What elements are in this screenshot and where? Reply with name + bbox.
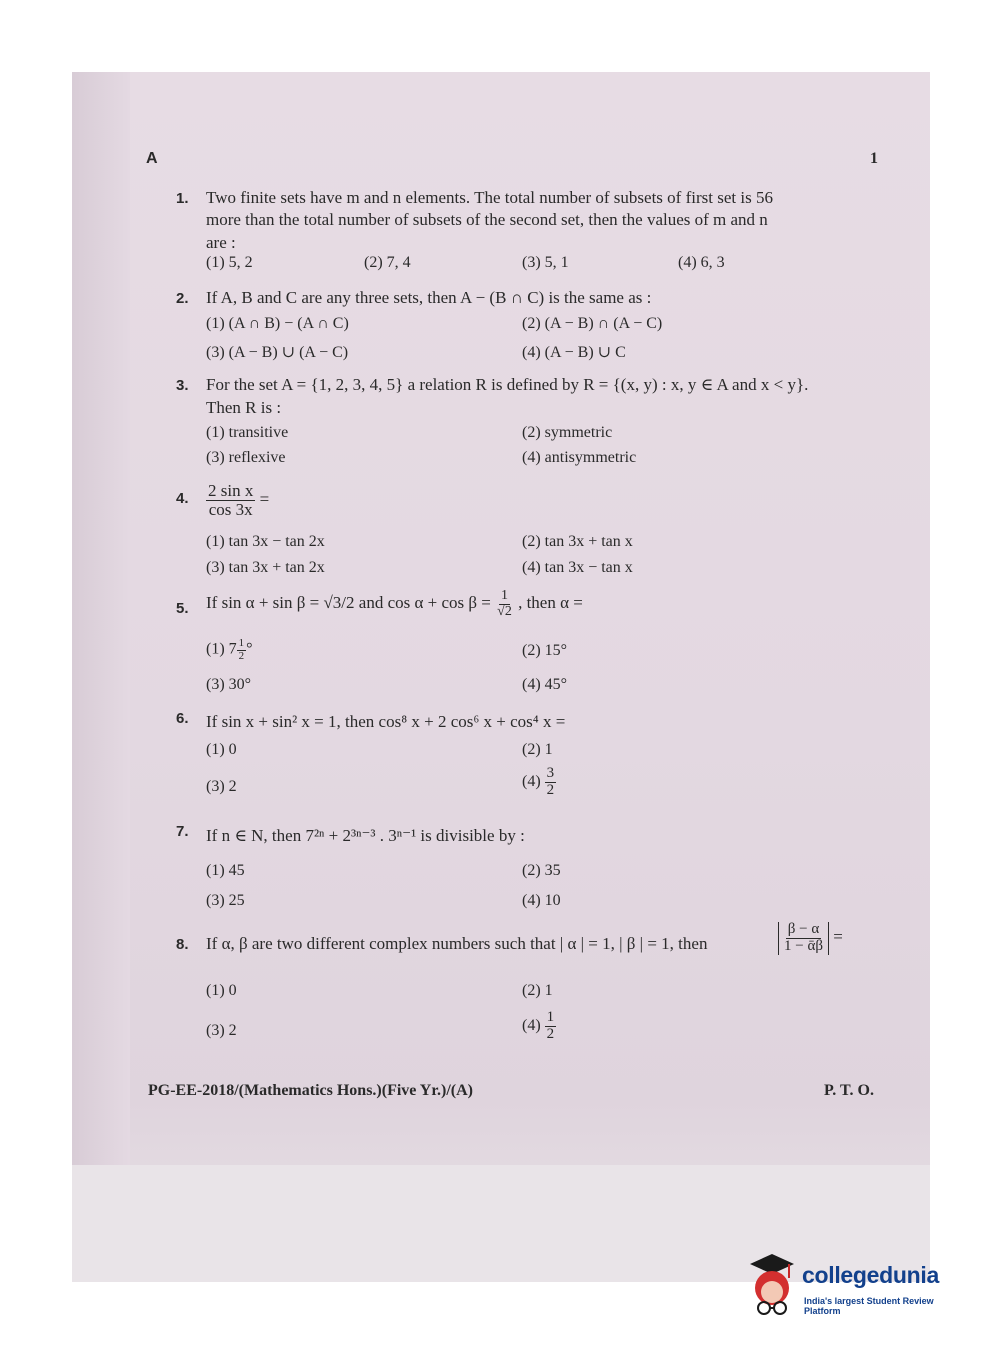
question-text-line: Two finite sets have m and n elements. The total number of subsets of first set is 56 bbox=[206, 188, 773, 207]
equals-sign: = bbox=[833, 927, 843, 947]
fraction-numerator: 3 bbox=[546, 765, 555, 781]
fraction-numerator: 2 sin x bbox=[208, 481, 254, 500]
question-text-line: If n ∈ N, then 7²ⁿ + 2³ⁿ⁻³ . 3ⁿ⁻¹ is divisible by : bbox=[206, 826, 525, 845]
page-number: 1 bbox=[870, 150, 878, 167]
option-3: (3) (A − B) ∪ (A − C) bbox=[206, 344, 349, 361]
brand-tagline: India's largest Student Review Platform bbox=[804, 1296, 934, 1316]
fraction-denominator: √2 bbox=[497, 603, 512, 619]
equals-sign: = bbox=[259, 489, 270, 509]
question-text-line: If α, β are two different complex numbers such that | α | = 1, | β | = 1, then bbox=[206, 934, 708, 953]
fraction bbox=[206, 482, 255, 519]
fraction-numerator: 1 bbox=[546, 1009, 555, 1025]
fraction bbox=[495, 589, 514, 619]
fraction-denominator: cos 3x bbox=[208, 499, 253, 519]
option-2: (2) 1 bbox=[522, 982, 553, 999]
option-1: (1) (A ∩ B) − (A ∩ C) bbox=[206, 315, 349, 332]
question-number: 7. bbox=[176, 823, 189, 840]
question-number: 8. bbox=[176, 936, 189, 953]
exam-page bbox=[72, 72, 930, 1282]
fraction-denominator: 1 − ᾱβ bbox=[784, 937, 823, 954]
option-3: (3) 5, 1 bbox=[522, 254, 569, 271]
option-1: (1) 0 bbox=[206, 741, 237, 758]
question-text-line: If sin x + sin² x = 1, then cos⁸ x + 2 cos⁶ x + cos⁴ x = bbox=[206, 712, 566, 731]
option-4: (4) 6, 3 bbox=[678, 254, 725, 271]
collegedunia-logo bbox=[742, 1250, 972, 1320]
option-4 bbox=[522, 766, 556, 799]
option-1: (1) 5, 2 bbox=[206, 254, 253, 271]
brand-name: collegedunia bbox=[802, 1262, 939, 1288]
option-2: (2) 15° bbox=[522, 642, 568, 659]
page-shadow-edge bbox=[72, 72, 130, 1172]
fraction bbox=[782, 922, 825, 955]
option-4: (4) 45° bbox=[522, 676, 568, 693]
question-expression bbox=[206, 482, 269, 519]
option-3: (3) 2 bbox=[206, 1022, 237, 1039]
option-3: (3) 30° bbox=[206, 676, 252, 693]
question-number: 6. bbox=[176, 710, 189, 727]
option-1: (1) 0 bbox=[206, 982, 237, 999]
question-text-line: more than the total number of subsets of the second set, then the values of m and n bbox=[206, 210, 768, 229]
question-text-line: For the set A = {1, 2, 3, 4, 5} a relation R is defined by R = {(x, y) : x, y ∈ A and x < y}. bbox=[206, 375, 809, 394]
question-number: 1. bbox=[176, 190, 189, 207]
option-1: (1) transitive bbox=[206, 424, 289, 441]
fraction-denominator: 2 bbox=[546, 1025, 555, 1042]
absolute-value bbox=[778, 922, 829, 955]
option-prefix: (4) bbox=[522, 772, 541, 790]
option-4: (4) 10 bbox=[522, 892, 561, 909]
fraction-numerator: 1 bbox=[500, 588, 508, 603]
fraction-numerator: β − α bbox=[787, 921, 820, 937]
question-text-line: are : bbox=[206, 233, 236, 252]
question-text-line: Then R is : bbox=[206, 398, 282, 417]
question-text-line: If A, B and C are any three sets, then A − (B ∩ C) is the same as : bbox=[206, 288, 652, 307]
pto-label: P. T. O. bbox=[824, 1082, 874, 1099]
fraction-denominator: 2 bbox=[238, 649, 245, 662]
question-text: If sin α + sin β = √3/2 and cos α + cos β = bbox=[206, 593, 491, 613]
question-expression bbox=[778, 922, 843, 955]
question-expression bbox=[206, 589, 583, 619]
question-number: 3. bbox=[176, 377, 189, 394]
option-3: (3) 2 bbox=[206, 778, 237, 795]
option-2: (2) symmetric bbox=[522, 424, 613, 441]
option-2: (2) 1 bbox=[522, 741, 553, 758]
option-2: (2) 7, 4 bbox=[364, 254, 411, 271]
question-number: 4. bbox=[176, 490, 189, 507]
fraction bbox=[545, 766, 557, 799]
question-text: , then α = bbox=[518, 593, 583, 613]
set-code: A bbox=[146, 150, 158, 167]
fraction bbox=[545, 1010, 557, 1043]
option-1: (1) tan 3x − tan 2x bbox=[206, 533, 325, 550]
option-4: (4) (A − B) ∪ C bbox=[522, 344, 626, 361]
option-prefix: (1) 7 bbox=[206, 640, 237, 658]
option-3: (3) tan 3x + tan 2x bbox=[206, 559, 325, 576]
mascot-icon bbox=[742, 1250, 804, 1320]
option-2: (2) tan 3x + tan x bbox=[522, 533, 633, 550]
question-number: 5. bbox=[176, 600, 189, 617]
option-1: (1) 45 bbox=[206, 862, 245, 879]
option-2: (2) (A − B) ∩ (A − C) bbox=[522, 315, 663, 332]
fraction-denominator: 2 bbox=[546, 781, 555, 798]
fraction bbox=[237, 638, 247, 662]
option-1 bbox=[206, 638, 253, 662]
degree-sign: ° bbox=[246, 640, 253, 658]
option-2: (2) 35 bbox=[522, 862, 561, 879]
option-prefix: (4) bbox=[522, 1016, 541, 1034]
fraction-numerator: 1 bbox=[238, 637, 245, 649]
question-number: 2. bbox=[176, 290, 189, 307]
option-3: (3) reflexive bbox=[206, 449, 286, 466]
option-4: (4) tan 3x − tan x bbox=[522, 559, 633, 576]
option-3: (3) 25 bbox=[206, 892, 245, 909]
paper-code: PG-EE-2018/(Mathematics Hons.)(Five Yr.)/(A) bbox=[148, 1082, 473, 1099]
option-4: (4) antisymmetric bbox=[522, 449, 637, 466]
option-4 bbox=[522, 1010, 556, 1043]
